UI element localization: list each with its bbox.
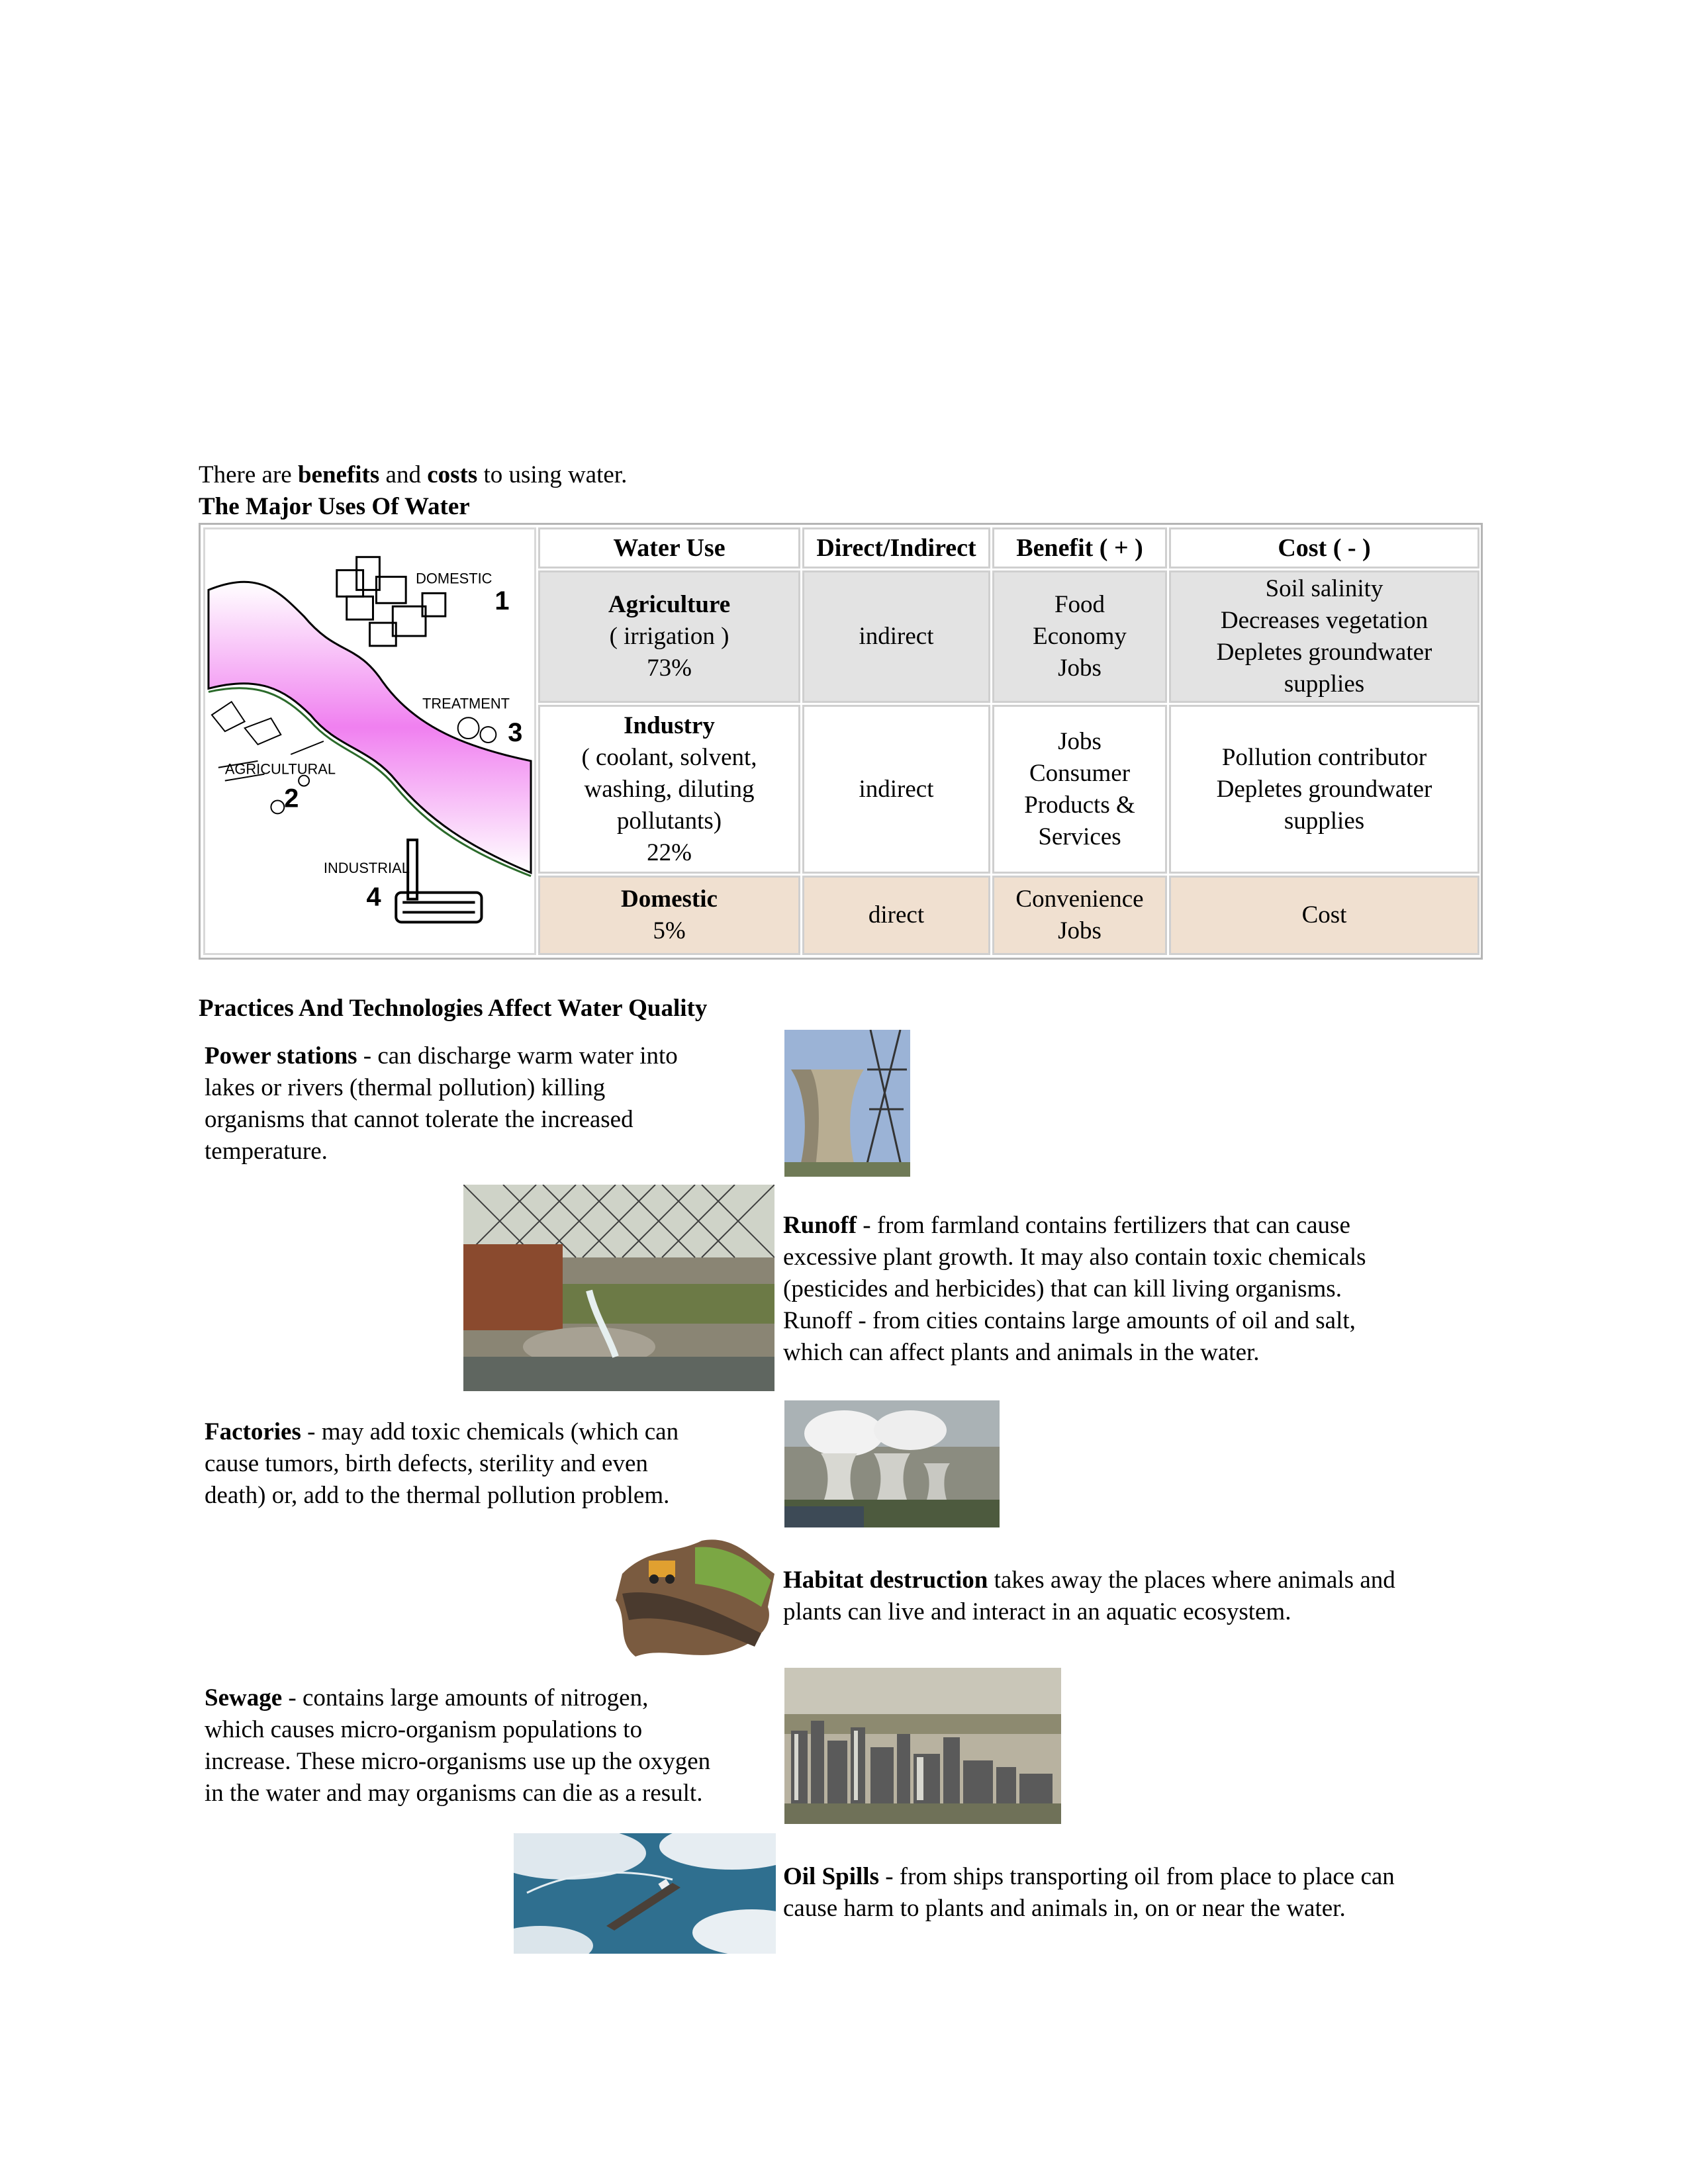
label-agricultural: AGRICULTURAL bbox=[224, 760, 336, 778]
label-industrial: INDUSTRIAL bbox=[323, 859, 410, 876]
practice-sewage: Sewage - contains large amounts of nitrogen, which causes micro-organism populations to increase. These micro-organisms use up the oxygen in the water and may organisms can die as a result. bbox=[205, 1684, 711, 1807]
header-direct-indirect: Direct/Indirect bbox=[802, 527, 990, 569]
industry-benefit-cell: Jobs Consumer Products & Services bbox=[992, 705, 1167, 874]
practice-power-stations: Power stations - can discharge warm water into lakes or rivers (thermal pollution) killing organisms that cannot tolerate the increased temperature. bbox=[205, 1042, 678, 1165]
domestic-cost-cell: Cost bbox=[1169, 876, 1479, 955]
domestic-use-cell: Domestic 5% bbox=[538, 876, 800, 955]
oil-tanker-photo bbox=[514, 1833, 776, 1954]
industry-use-cell: Industry ( coolant, solvent, washing, diluting pollutants) 22% bbox=[538, 705, 800, 874]
svg-text:1: 1 bbox=[494, 586, 510, 616]
water-use-diagram-illustration bbox=[205, 529, 534, 953]
uses-title: The Major Uses Of Water bbox=[199, 493, 470, 520]
water-uses-table bbox=[199, 523, 1483, 960]
domestic-benefit-cell: Convenience Jobs bbox=[992, 876, 1167, 955]
label-treatment: TREATMENT bbox=[422, 695, 510, 712]
label-domestic: DOMESTIC bbox=[416, 570, 492, 587]
domestic-name: Domestic bbox=[621, 886, 718, 913]
industry-name: Industry bbox=[624, 711, 715, 739]
industry-type-cell: indirect bbox=[802, 705, 990, 874]
header-water-use: Water Use bbox=[538, 527, 800, 569]
agriculture-use-cell: Agriculture ( irrigation ) 73% bbox=[538, 570, 800, 703]
water-cycle-diagram bbox=[203, 527, 536, 955]
practice-factories: Factories - may add toxic chemicals (which can cause tumors, birth defects, sterility and even death) or, add to the thermal pollution problem. bbox=[205, 1418, 679, 1509]
city-skyline-photo bbox=[784, 1668, 1061, 1824]
industry-cost-cell: Pollution contributor Depletes groundwater supplies bbox=[1169, 705, 1479, 874]
runoff-photo bbox=[463, 1185, 774, 1391]
header-cost: Cost ( - ) bbox=[1169, 527, 1479, 569]
practice-habitat-destruction: Habitat destruction takes away the places where animals and plants can live and interact in an aquatic ecosystem. bbox=[783, 1567, 1395, 1625]
svg-text:3: 3 bbox=[508, 718, 523, 747]
habitat-destruction-photo bbox=[609, 1534, 776, 1660]
practices-title: Practices And Technologies Affect Water Quality bbox=[199, 995, 708, 1022]
agriculture-name: Agriculture bbox=[608, 591, 731, 618]
svg-text:4: 4 bbox=[366, 882, 381, 912]
agriculture-type-cell: indirect bbox=[802, 570, 990, 703]
cooling-tower-photo bbox=[784, 1030, 910, 1177]
practice-runoff: Runoff - from farmland contains fertilizers that can cause excessive plant growth. It may also contain toxic chemicals (pesticides and herbicides) that can kill living organisms. Runoff - from cities contains large amounts of oil and salt, which can affect plants and animals in the water. bbox=[783, 1212, 1366, 1366]
header-benefit: Benefit ( + ) bbox=[992, 527, 1167, 569]
factory-photo bbox=[784, 1400, 1000, 1527]
intro-text: There are benefits and costs to using water. bbox=[199, 461, 628, 488]
practice-oil-spills: Oil Spills - from ships transporting oil from place to place can cause harm to plants and animals in, on or near the water. bbox=[783, 1863, 1395, 1922]
intro-costs: costs bbox=[427, 461, 478, 488]
svg-text:2: 2 bbox=[284, 784, 299, 813]
domestic-type-cell: direct bbox=[802, 876, 990, 955]
agriculture-benefit-cell: Food Economy Jobs bbox=[992, 570, 1167, 703]
agriculture-cost-cell: Soil salinity Decreases vegetation Depletes groundwater supplies bbox=[1169, 570, 1479, 703]
intro-benefits: benefits bbox=[297, 461, 380, 488]
